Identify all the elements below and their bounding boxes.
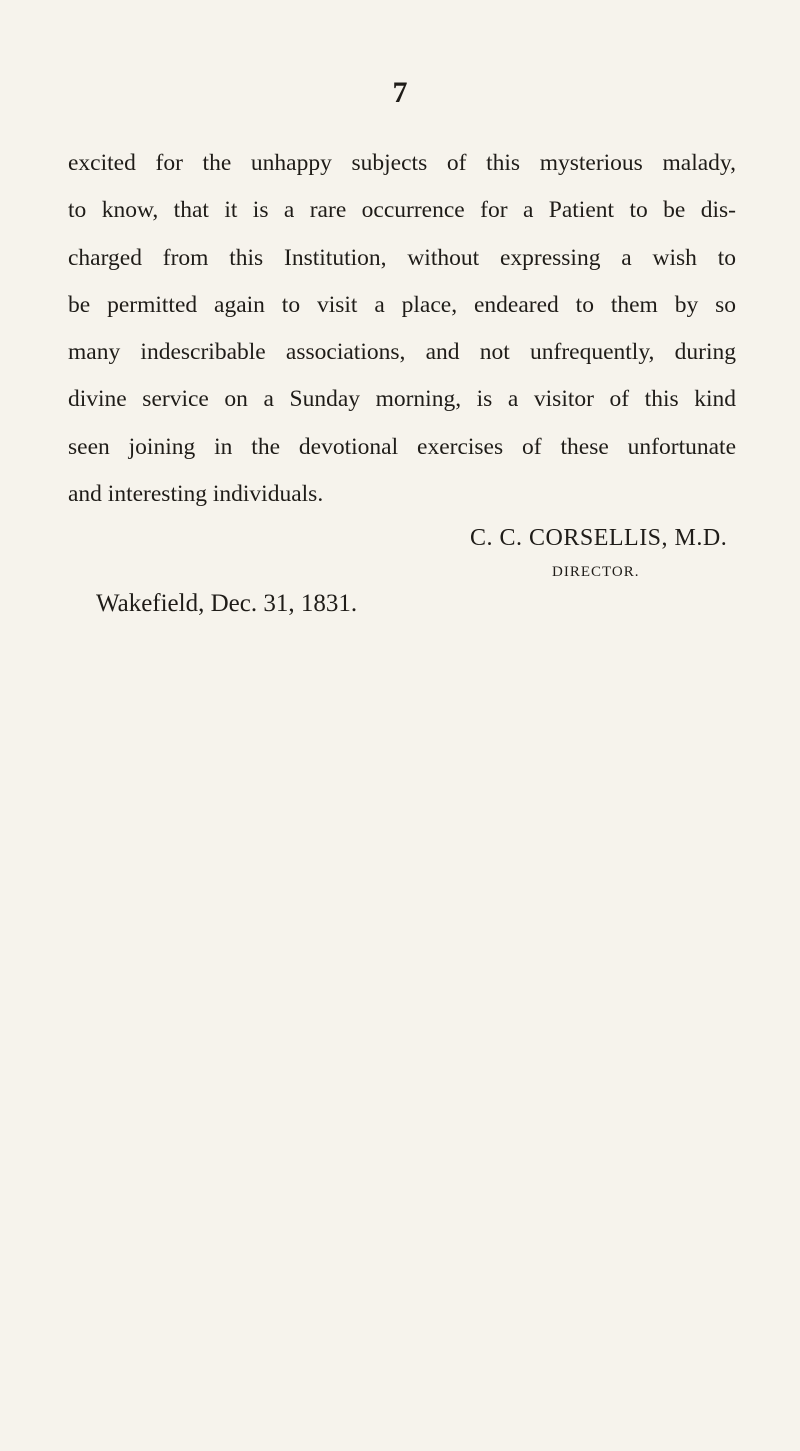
paragraph-line: seen joining in the devotional exercises of these unfortunate [68,433,736,460]
paragraph-line: many indescribable associations, and not unfrequently, during [68,339,736,366]
place-date: Wakefield, Dec. 31, 1831. [96,590,358,617]
paragraph-line: excited for the unhappy subjects of this mysterious malady, [68,150,736,176]
body-paragraph [68,140,736,518]
paragraph-line: be permitted again to visit a place, endeared to them by so [68,291,736,318]
paragraph-line: divine service on a Sunday morning, is a visitor of this kind [68,386,736,413]
paragraph-line: charged from this Institution, without expressing a wish to [68,244,736,271]
paragraph-line: to know, that it is a rare occurrence for a Patient to be dis- [68,197,736,224]
page-number: 7 [392,76,408,109]
signature-title: DIRECTOR. [552,564,640,580]
signature-name: C. C. CORSELLIS, M.D. [470,525,728,551]
paragraph-line: and interesting individuals. [68,481,324,508]
